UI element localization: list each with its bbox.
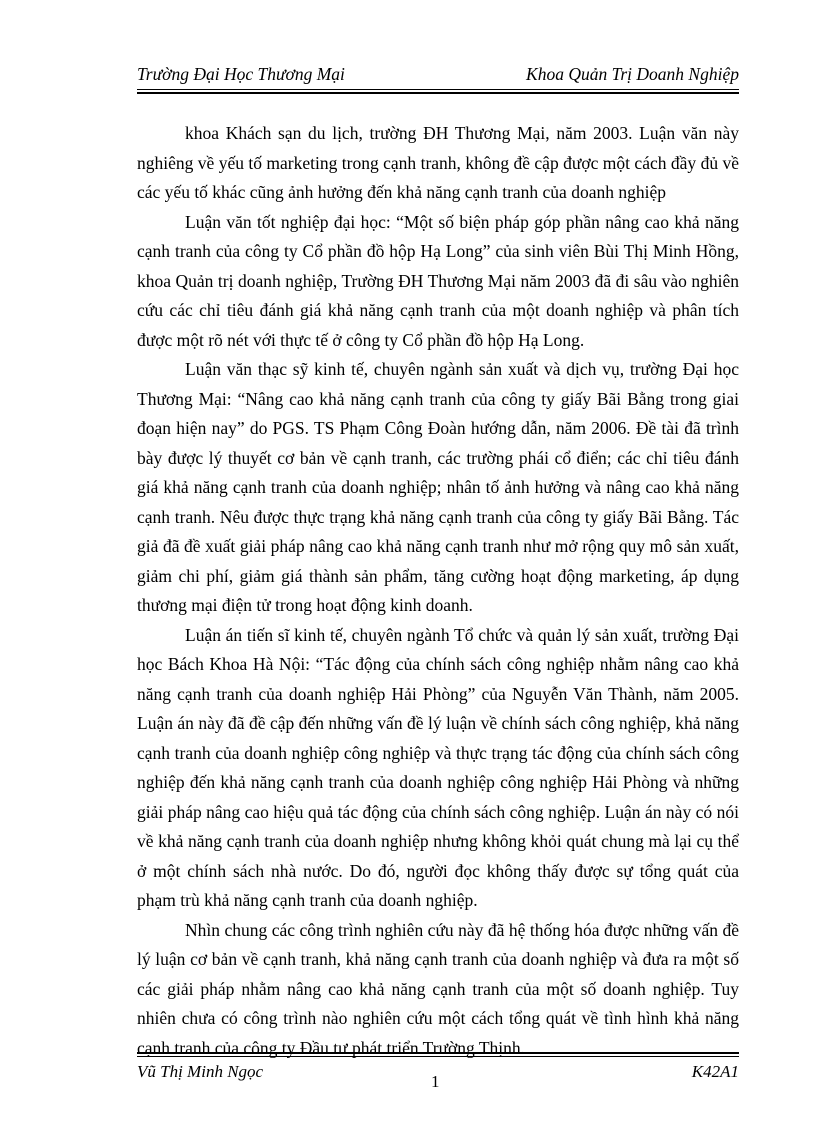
page-header — [137, 64, 739, 92]
paragraph: Luận án tiến sĩ kinh tế, chuyên ngành Tổ chức và quản lý sản xuất, trường Đại học Bách Khoa Hà Nội: “Tác động của chính sách công nghiệp nhằm nâng cao khả năng cạnh tranh của doanh nghiệp Hải Phòng” của Nguyễn Văn Thành, năm 2005. Luận án này đã đề cập đến những vấn đề lý luận về chính sách công nghiệp, khả năng cạnh tranh của doanh nghiệp công nghiệp và thực trạng tác động của chính sách công nghiệp đến khả năng cạnh tranh của doanh nghiệp công nghiệp Hải Phòng và những giải pháp nâng cao hiệu quả tác động của chính sách công nghiệp. Luận án này có nói về khả năng cạnh tranh của doanh nghiệp nhưng không khỏi quát chung mà lại cụ thể ở một chính sách nhà nước. Do đó, người đọc không thấy được sự tổng quát của phạm trù khả năng cạnh tranh của doanh nghiệp. — [137, 624, 739, 910]
footer-author: Vũ Thị Minh Ngọc — [137, 1062, 264, 1081]
header-divider — [137, 89, 739, 90]
document-body — [137, 119, 739, 1063]
page-footer — [137, 1052, 739, 1092]
footer-divider-thick — [137, 1052, 739, 1054]
paragraph: Luận văn tốt nghiệp đại học: “Một số biện pháp góp phần nâng cao khả năng cạnh tranh của công ty Cổ phần đồ hộp Hạ Long” của sinh viên Bùi Thị Minh Hồng, khoa Quản trị doanh nghiệp, Trường ĐH Thương Mại năm 2003 đã đi sâu vào nghiên cứu các chỉ tiêu đánh giá khả năng cạnh tranh của một doanh nghiệp và phân tích được một rõ nét với thực tế ở công ty Cổ phần đồ hộp Hạ Long. — [137, 211, 739, 350]
paragraph: Nhìn chung các công trình nghiên cứu này đã hệ thống hóa được những vấn đề lý luận cơ bản về cạnh tranh, khả năng cạnh tranh của doanh nghiệp và đưa ra một số các giải pháp nhằm nâng cao khả năng cạnh tranh của một số doanh nghiệp. Tuy nhiên chưa có công trình nào nghiên cứu một cách tổng quát về tình hình khả năng cạnh tranh của công ty Đầu tư phát triển Trường Thịnh. — [137, 919, 739, 1058]
paragraph: khoa Khách sạn du lịch, trường ĐH Thương Mại, năm 2003. Luận văn này nghiêng về yếu tố marketing trong cạnh tranh, không đề cập được một cách đầy đủ về các yếu tố khác cũng ảnh hưởng đến khả năng cạnh tranh của doanh nghiệp — [137, 123, 739, 202]
footer-divider — [137, 1056, 739, 1057]
paragraph: Luận văn thạc sỹ kinh tế, chuyên ngành sản xuất và dịch vụ, trường Đại học Thương Mại: “Nâng cao khả năng cạnh tranh của công ty giấy Bãi Bằng trong giai đoạn hiện nay” do PGS. TS Phạm Công Đoàn hướng dẫn, năm 2006. Đề tài đã trình bày được lý thuyết cơ bản về cạnh tranh, các trường phái cổ điển; các chỉ tiêu đánh giá khả năng cạnh tranh của doanh nghiệp; nhân tố ảnh hưởng và nâng cao khả năng cạnh tranh. Nêu được thực trạng khả năng cạnh tranh của công ty giấy Bãi Bằng. Tác giả đã đề xuất giải pháp nâng cao khả năng cạnh tranh như mở rộng quy mô sản xuất, giảm chi phí, giảm giá thành sản phẩm, tăng cường hoạt động marketing, áp dụng thương mại điện tử trong hoạt động kinh doanh. — [137, 359, 739, 615]
header-school-name: Trường Đại Học Thương Mại — [137, 64, 345, 84]
footer-class-code: K42A1 — [691, 1062, 739, 1081]
page-number: 1 — [431, 1072, 440, 1091]
header-faculty-name: Khoa Quản Trị Doanh Nghiệp — [526, 64, 739, 84]
header-divider-thick — [137, 92, 739, 94]
